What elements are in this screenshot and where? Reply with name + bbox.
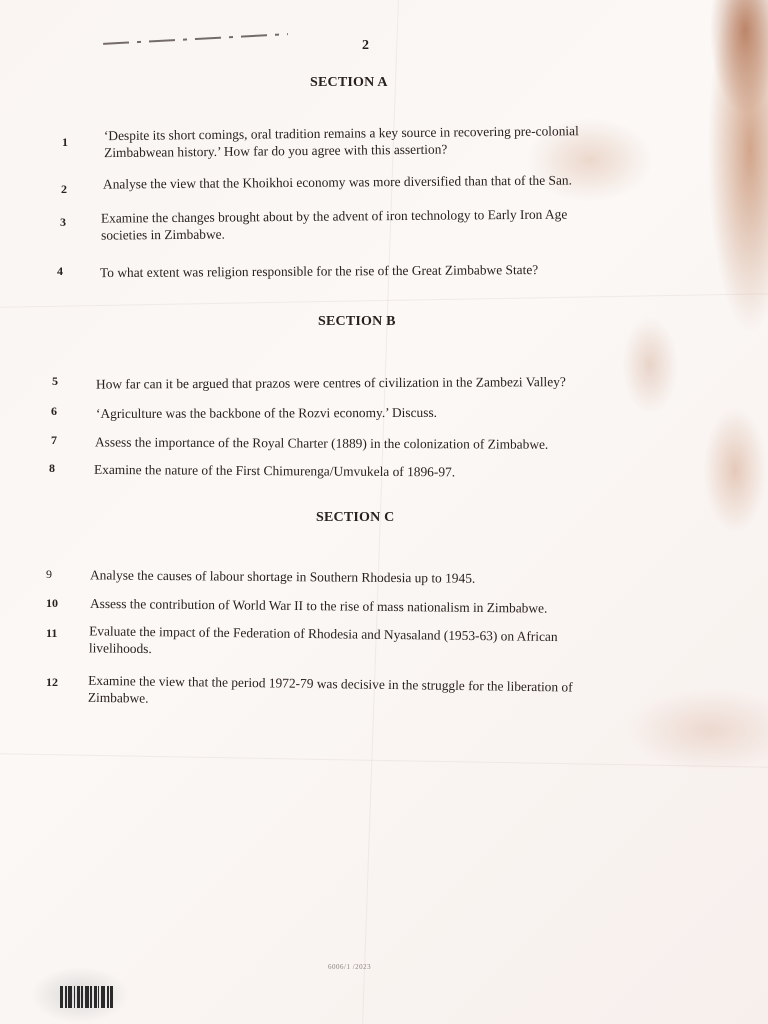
question-number: 3 [60, 215, 66, 229]
question-text [96, 403, 696, 422]
question-line: Analyse the view that the Khoikhoi economy was more diversified than that of the San. [102, 172, 572, 192]
question-text [94, 461, 694, 482]
question-number: 11 [46, 626, 58, 640]
question-line: To what extent was religion responsible for the rise of the Great Zimbabwe State? [99, 262, 539, 281]
question-line: Examine the nature of the First Chimurenga/Umvukela of 1896-97. [93, 461, 456, 480]
question-number: 7 [51, 433, 57, 447]
question-number: 5 [52, 374, 58, 388]
page-number: 2 [362, 38, 369, 53]
barcode-graphic [60, 986, 122, 1008]
question-text [103, 170, 703, 192]
question-text [104, 121, 704, 161]
question-text [101, 204, 701, 243]
question-line: Evaluate the impact of the Federation of Rhodesia and Nyasaland (1953-63) on African [89, 623, 558, 645]
question-line: ‘Despite its short comings, oral tradition remains a key source in recovering pre-colonial [103, 123, 579, 144]
question-line: ‘Agriculture was the backbone of the Rozvi economy.’ Discuss. [95, 404, 438, 422]
section-a-heading: SECTION A [310, 75, 388, 90]
question-line: Assess the importance of the Royal Charter (1889) in the colonization of Zimbabwe. [94, 434, 549, 452]
section-b-heading: SECTION B [318, 314, 396, 329]
question-number: 12 [46, 675, 58, 689]
question-line: Examine the view that the period 1972-79 was decisive in the struggle for the liberation of [88, 672, 573, 695]
question-text [100, 260, 700, 281]
question-number: 1 [62, 135, 68, 149]
question-line: Analyse the causes of labour shortage in Southern Rhodesia up to 1945. [89, 567, 476, 586]
question-line: Zimbabwean history.’ How far do you agree with this assertion? [104, 141, 448, 161]
paper-crease [0, 753, 768, 767]
question-text [90, 566, 690, 588]
header-dash-line [103, 33, 288, 45]
question-number: 8 [49, 461, 55, 475]
question-number: 4 [57, 264, 63, 278]
question-number: 6 [51, 404, 57, 418]
question-number: 2 [61, 182, 67, 196]
question-number: 9 [46, 567, 52, 581]
question-number: 10 [46, 596, 58, 610]
question-text [96, 372, 696, 392]
question-line: Zimbabwe. [87, 689, 149, 706]
footer-paper-code: 6006/1 /2023 [328, 963, 372, 971]
paper-crease [0, 293, 768, 307]
question-text [90, 595, 690, 618]
question-text [88, 672, 688, 714]
question-line: How far can it be argued that prazos were centres of civilization in the Zambezi Valley? [95, 374, 566, 392]
question-line: societies in Zimbabwe. [101, 226, 225, 243]
question-text [89, 622, 689, 663]
section-c-heading: SECTION C [316, 510, 395, 525]
question-line: livelihoods. [88, 640, 152, 657]
question-line: Examine the changes brought about by the advent of iron technology to Early Iron Age [100, 206, 568, 226]
question-line: Assess the contribution of World War II to the rise of mass nationalism in Zimbabwe. [89, 595, 548, 616]
question-text [95, 433, 695, 453]
